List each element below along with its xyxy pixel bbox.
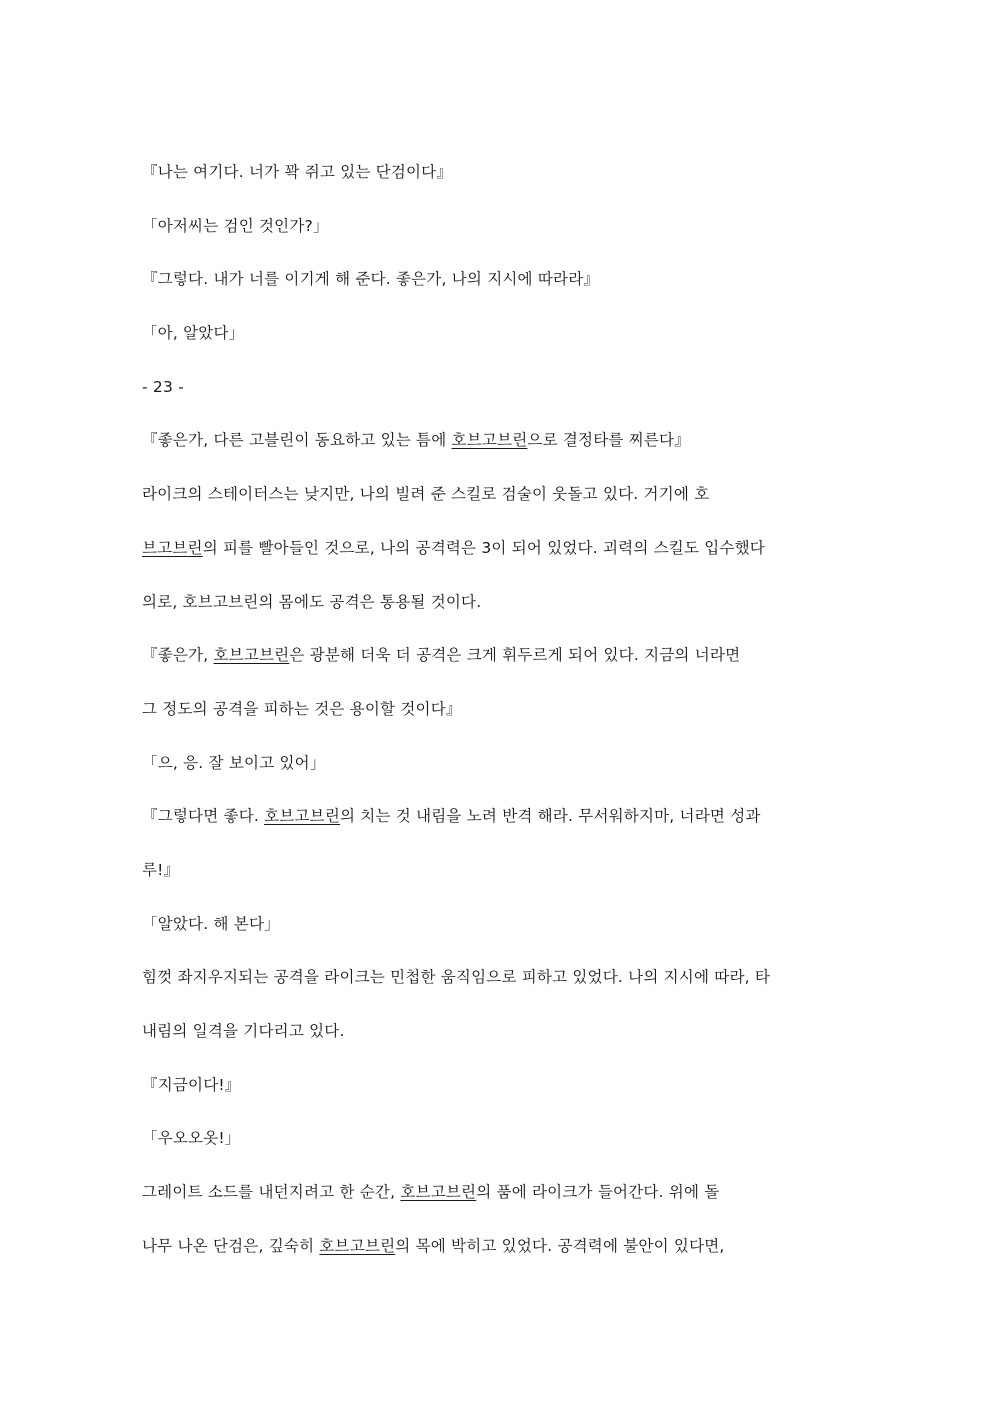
text-line (142, 804, 854, 858)
text-segment: 「알았다. 해 본다」 (142, 914, 280, 933)
text-segment: 「으, 응. 잘 보이고 있어」 (142, 753, 326, 772)
text-line (142, 214, 854, 268)
text-line (142, 321, 854, 375)
text-segment: 의 치는 것 내림을 노려 반격 해라. 무서워하지마, 너라면 성과 (340, 807, 761, 826)
text-line (142, 267, 854, 321)
underlined-term: 호브고브린 (400, 1183, 477, 1202)
text-segment: 내림의 일격을 기다리고 있다. (142, 1022, 345, 1040)
underlined-term: 호브고브린 (319, 1236, 396, 1255)
text-segment: 의 피를 빨아들인 것으로, 나의 공격력은 3이 되어 있었다. 괴력의 스킬도 입수했다 (202, 538, 765, 557)
text-segment: 은 광분해 더욱 더 공격은 크게 휘두르게 되어 있다. 지금의 너라면 (289, 646, 741, 665)
text-segment: 으로 결정타를 찌른다』 (527, 431, 690, 450)
underlined-term: 호브고브린 (213, 646, 290, 665)
text-line (142, 375, 854, 429)
text-segment: 『그렇다면 좋다. (142, 807, 265, 826)
text-line (142, 1073, 854, 1127)
text-segment: 루!』 (142, 860, 180, 879)
text-segment: 의 목에 박히고 있었다. 공격력에 불안이 있다면, (395, 1236, 725, 1255)
text-line (142, 697, 854, 751)
text-line (142, 1126, 854, 1180)
text-segment: - 23 - (142, 377, 184, 396)
underlined-term: 브고브린 (142, 538, 203, 557)
text-line (142, 1234, 854, 1288)
text-line (142, 590, 854, 644)
text-segment: 그 정도의 공격을 피하는 것은 용이할 것이다』 (142, 699, 462, 718)
text-segment: 『지금이다!』 (142, 1075, 241, 1094)
text-segment: 「우오오옷!」 (142, 1129, 241, 1148)
text-segment: 「아저씨는 검인 것인가?」 (142, 216, 329, 235)
body-text (142, 160, 854, 1287)
text-segment: 의 품에 라이크가 들어간다. 위에 돌 (476, 1183, 720, 1202)
text-segment: 『그렇다. 내가 너를 이기게 해 준다. 좋은가, 나의 지시에 따라라』 (142, 270, 600, 289)
text-line (142, 751, 854, 805)
text-line (142, 643, 854, 697)
text-segment: 힘껏 좌지우지되는 공격을 라이크는 민첩한 움직임으로 피하고 있었다. 나의 지시에 따라, 타 (142, 968, 771, 987)
text-line (142, 1180, 854, 1234)
text-segment: 『좋은가, 다른 고블린이 동요하고 있는 틈에 (142, 431, 452, 450)
text-line (142, 482, 854, 536)
text-line (142, 858, 854, 912)
text-segment: 『좋은가, (142, 646, 214, 665)
text-line (142, 536, 854, 590)
text-segment: 「아, 알았다」 (142, 324, 245, 343)
text-line (142, 965, 854, 1019)
text-segment: 『나는 여기다. 너가 꽉 쥐고 있는 단검이다』 (142, 163, 453, 181)
text-segment: 의로, 호브고브린의 몸에도 공격은 통용될 것이다. (142, 592, 482, 611)
underlined-term: 호브고브린 (451, 431, 528, 450)
text-line (142, 160, 854, 214)
text-segment: 나무 나온 단검은, 깊숙히 (142, 1236, 320, 1255)
underlined-term: 호브고브린 (264, 807, 340, 826)
text-segment: 그레이트 소드를 내던지려고 한 순간, (142, 1183, 401, 1202)
text-line (142, 1019, 854, 1073)
text-segment: 라이크의 스테이터스는 낮지만, 나의 빌려 준 스킬로 검술이 웃돌고 있다. 거기에 호 (142, 485, 710, 504)
text-line (142, 428, 854, 482)
text-line (142, 912, 854, 966)
